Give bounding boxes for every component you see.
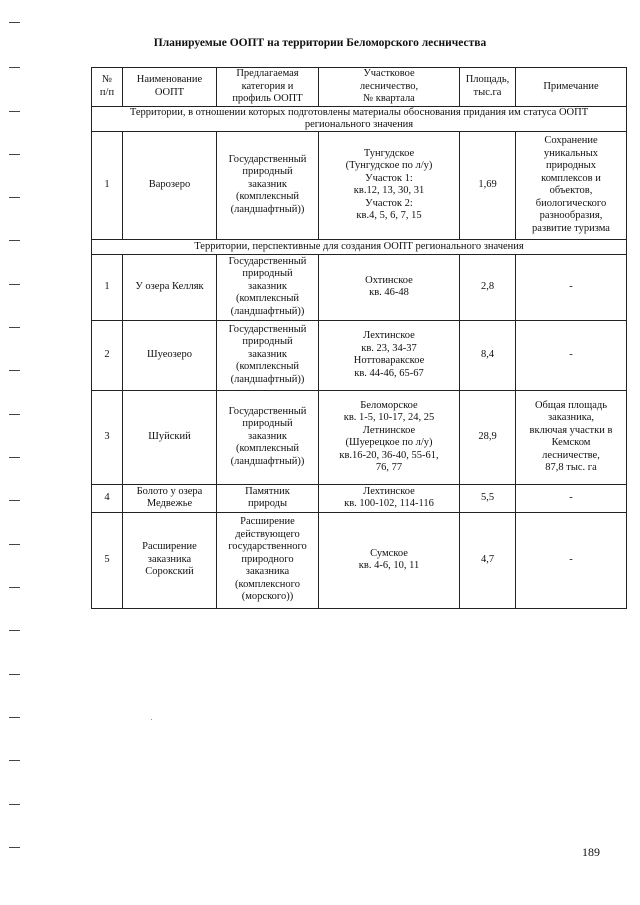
margin-tick [9, 197, 20, 198]
row-name: Шуйский [123, 390, 217, 484]
column-header-number: № п/п [92, 68, 123, 107]
row-category: Государственный природный заказник (комплексный (ландшафтный)) [217, 320, 319, 390]
margin-tick [9, 327, 20, 328]
row-forestry: Лехтинское кв. 100-102, 114-116 [319, 484, 460, 512]
scan-speck [151, 719, 152, 720]
table-row [92, 254, 627, 320]
row-note: - [516, 254, 627, 320]
margin-tick [9, 111, 20, 112]
row-category: Государственный природный заказник (комплексный (ландшафтный)) [217, 131, 319, 239]
table-row [92, 484, 627, 512]
margin-tick [9, 630, 20, 631]
column-header-category: Предлагаемая категория и профиль ООПТ [217, 68, 319, 107]
section-heading-row [92, 106, 627, 131]
row-number: 3 [92, 390, 123, 484]
margin-tick [9, 544, 20, 545]
margin-tick [9, 717, 20, 718]
row-category: Расширение действующего государственного природного заказника (комплексного (морского)) [217, 512, 319, 608]
protected-areas-table [91, 67, 627, 609]
row-forestry: Сумское кв. 4-6, 10, 11 [319, 512, 460, 608]
row-area: 4,7 [460, 512, 516, 608]
row-name: Расширение заказника Сорокский [123, 512, 217, 608]
row-category: Государственный природный заказник (комплексный (ландшафтный)) [217, 390, 319, 484]
row-note: Сохранение уникальных природных комплексов и объектов, биологического разнообразия, развитие туризма [516, 131, 627, 239]
margin-tick [9, 284, 20, 285]
table-row [92, 320, 627, 390]
table-row [92, 131, 627, 239]
margin-tick [9, 500, 20, 501]
row-category: Государственный природный заказник (комплексный (ландшафтный)) [217, 254, 319, 320]
row-forestry: Лехтинское кв. 23, 34-37 Ноттоваракское кв. 44-46, 65-67 [319, 320, 460, 390]
row-name: У озера Келляк [123, 254, 217, 320]
row-forestry: Охтинское кв. 46-48 [319, 254, 460, 320]
row-number: 1 [92, 131, 123, 239]
column-header-name: Наименование ООПТ [123, 68, 217, 107]
margin-tick [9, 760, 20, 761]
row-name: Шуеозеро [123, 320, 217, 390]
margin-tick [9, 674, 20, 675]
row-number: 4 [92, 484, 123, 512]
section-heading-row [92, 239, 627, 254]
column-header-area: Площадь, тыс.га [460, 68, 516, 107]
row-forestry: Тунгудское (Тунгудское по л/у) Участок 1: кв.12, 13, 30, 31 Участок 2: кв.4, 5, 6, 7, 15 [319, 131, 460, 239]
margin-tick [9, 587, 20, 588]
row-note: Общая площадь заказника, включая участки в Кемском лесничестве, 87,8 тыс. га [516, 390, 627, 484]
table-header-row [92, 68, 627, 107]
table-row [92, 512, 627, 608]
margin-tick [9, 414, 20, 415]
margin-tick [9, 804, 20, 805]
row-number: 1 [92, 254, 123, 320]
row-area: 1,69 [460, 131, 516, 239]
margin-tick [9, 370, 20, 371]
row-forestry: Беломорское кв. 1-5, 10-17, 24, 25 Летнинское (Шуерецкое по л/у) кв.16-20, 36-40, 55-61, 76, 77 [319, 390, 460, 484]
table-row [92, 390, 627, 484]
row-area: 8,4 [460, 320, 516, 390]
row-category: Памятник природы [217, 484, 319, 512]
document-title: Планируемые ООПТ на территории Беломорского лесничества [153, 37, 487, 49]
section-heading: Территории, в отношении которых подготовлены материалы обоснования придания им статуса ООПТ регионального значения [92, 106, 627, 131]
row-name: Варозеро [123, 131, 217, 239]
row-name: Болото у озера Медвежье [123, 484, 217, 512]
margin-tick [9, 154, 20, 155]
row-area: 5,5 [460, 484, 516, 512]
row-note: - [516, 320, 627, 390]
row-number: 2 [92, 320, 123, 390]
margin-tick [9, 847, 20, 848]
column-header-note: Примечание [516, 68, 627, 107]
margin-tick [9, 240, 20, 241]
row-area: 28,9 [460, 390, 516, 484]
row-area: 2,8 [460, 254, 516, 320]
page-number: 189 [582, 845, 600, 859]
section-heading: Территории, перспективные для создания ООПТ регионального значения [92, 239, 627, 254]
margin-tick [9, 67, 20, 68]
row-number: 5 [92, 512, 123, 608]
row-note: - [516, 484, 627, 512]
margin-tick [9, 457, 20, 458]
column-header-forestry: Участковое лесничество, № квартала [319, 68, 460, 107]
row-note: - [516, 512, 627, 608]
margin-tick [9, 22, 20, 23]
